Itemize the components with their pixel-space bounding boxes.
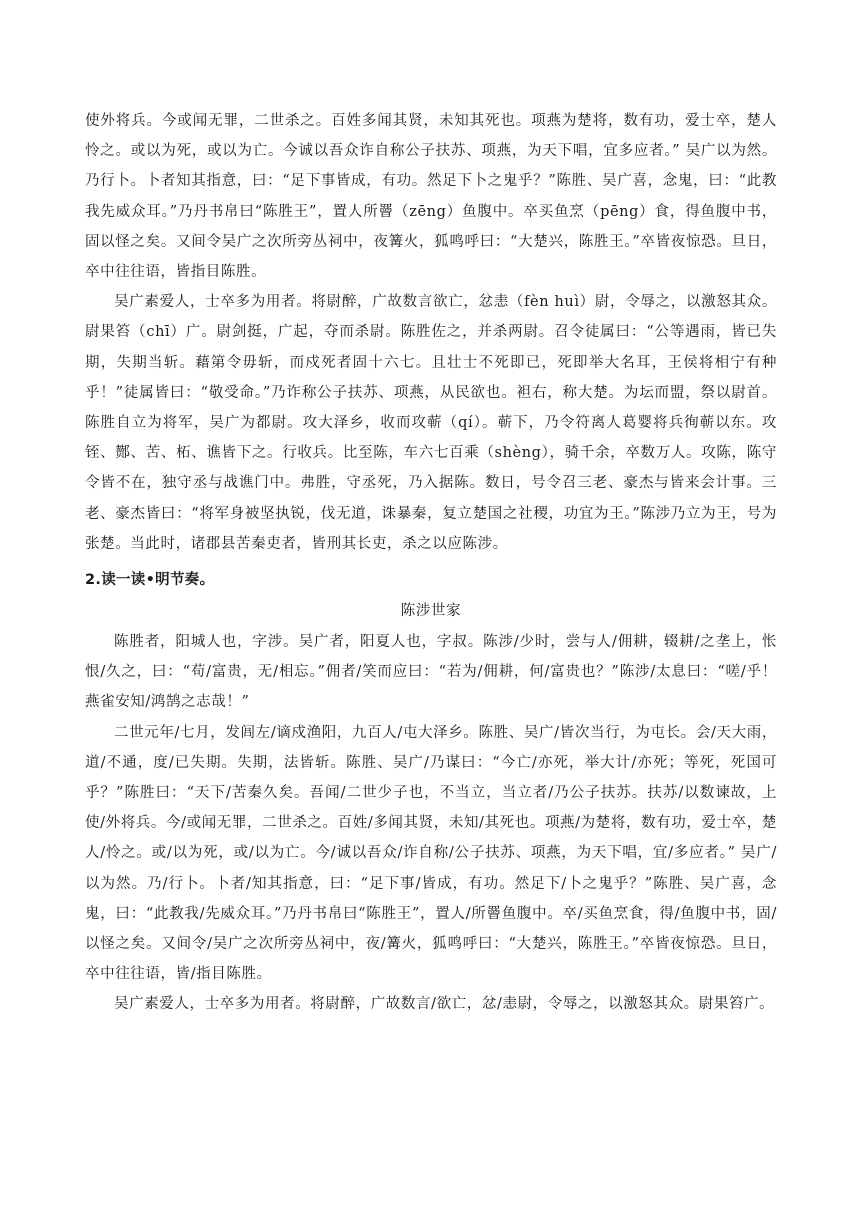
exercise-heading: 2.读一读•明节奏。 xyxy=(85,572,215,589)
rhythm-paragraph: 二世元年/七月，发闾左/谪戍渔阳，九百人/屯大泽乡。陈胜、吴广/皆次当行，为屯长。会/天大雨，道/不通，度/已失期。失期，法皆斩。陈胜、吴广/乃谋曰：“今亡/亦死，举大计/亦死；等死，死国可乎？”陈胜曰：“天下/苦秦久矣。吾闻/二世少子也，不当立，当立者/乃公子扶苏。扶苏/以数谏故，上使/外将兵。今/或闻无罪，二世杀之。百姓/多闻其贤，未知/其死也。项燕/为楚将，数有功，爱士卒，楚人/怜之。或/以为死，或/以为亡。今/诚以吾众/诈自称/公子扶苏、项燕，为天下唱，宜/多应者。” 吴广/以为然。乃/行卜。卜者/知其指意，曰：“足下事/皆成，有功。然足下/卜之鬼乎？”陈胜、吴广喜，念鬼，曰：“此教我/先威众耳。”乃丹书帛曰“陈胜王”，置人/所罾鱼腹中。卒/买鱼烹食，得/鱼腹中书，固/以怪之矣。又间令/吴广之次所旁丛祠中，夜/篝火，狐鸣呼曰：“大楚兴，陈胜王。”卒皆夜惊恐。旦日，卒中往往语，皆/指目陈胜。 xyxy=(85,724,777,983)
passage-paragraph: 使外将兵。今或闻无罪，二世杀之。百姓多闻其贤，未知其死也。项燕为楚将，数有功，爱士卒，楚人怜之。或以为死，或以为亡。今诚以吾众诈自称公子扶苏、项燕，为天下唱，宜多应者。” 吴广以为然。乃行卜。卜者知其指意，曰：“足下事皆成，有功。然足下卜之鬼乎？”陈胜、吴广喜，念鬼，曰：“此教我先威众耳。”乃丹书帛曰“陈胜王”，置人所罾（zēng）鱼腹中。卒买鱼烹（pēng）食，得鱼腹中书，固以怪之矣。又间令吴广之次所旁丛祠中，夜篝火，狐鸣呼曰：“大楚兴，陈胜王。”卒皆夜惊恐。旦日，卒中往往语，皆指目陈胜。 xyxy=(85,113,777,281)
document-body xyxy=(85,106,777,1020)
rhythm-paragraph: 吴广素爱人，士卒多为用者。将尉醉，广故数言/欲亡，忿/恚尉，令辱之，以激怒其众。尉果笞广。 xyxy=(114,996,775,1013)
rhythm-paragraph: 陈胜者，阳城人也，字涉。吴广者，阳夏人也，字叔。陈涉/少时，尝与人/佣耕，辍耕/之垄上，怅恨/久之，曰：“苟/富贵，无/相忘。”佣者/笑而应曰：“若为/佣耕，何/富贵也？”陈涉/太息曰：“嗟/乎！燕雀安知/鸿鹄之志哉！” xyxy=(85,634,777,711)
text-title: 陈涉世家 xyxy=(400,603,462,620)
passage-paragraph: 吴广素爱人，士卒多为用者。将尉醉，广故数言欲亡，忿恚（fèn huì）尉，令辱之，以激怒其众。尉果笞（chī）广。尉剑挺，广起，夺而杀尉。陈胜佐之，并杀两尉。召令徒属曰：“公等遇雨，皆已失期，失期当斩。藉第令毋斩，而戍死者固十六七。且壮士不死即已，死即举大名耳，王侯将相宁有种乎！”徒属皆曰：“敬受命。”乃诈称公子扶苏、项燕，从民欲也。袒右，称大楚。为坛而盟，祭以尉首。 陈胜自立为将军，吴广为都尉。攻大泽乡，收而攻蕲（qí）。蕲下，乃令符离人葛婴将兵徇蕲以东。攻铚、酂、苦、柘、谯皆下之。行收兵。比至陈，车六七百乘（shèng），骑千余，卒数万人。攻陈，陈守令皆不在，独守丞与战谯门中。弗胜，守丞死，乃入据陈。数日，号令召三老、豪杰与皆来会计事。三老、豪杰皆曰：“将军身被坚执锐，伐无道，诛暴秦，复立楚国之社稷，功宜为王。”陈涉乃立为王，号为张楚。当此时，诸郡县苦秦吏者，皆刑其长吏，杀之以应陈涉。 xyxy=(85,294,777,552)
